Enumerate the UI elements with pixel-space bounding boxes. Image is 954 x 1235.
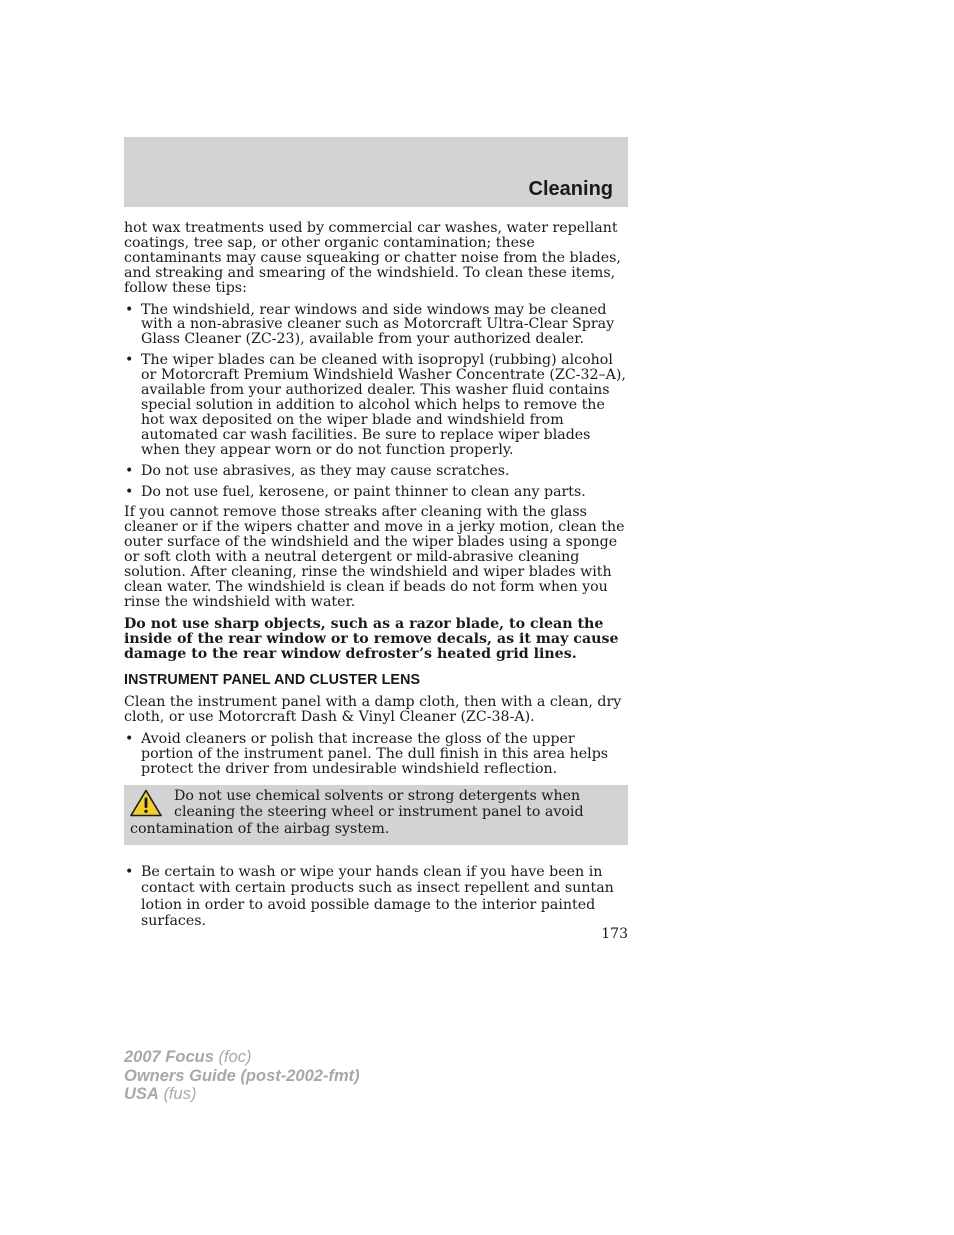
footer-document-info <box>124 1048 360 1104</box>
instrument-panel-paragraph: Clean the instrument panel with a damp cloth, then with a clean, dry cloth, or use Motorcraft Dash & Vinyl Cleaner (ZC-38-A). <box>124 694 622 726</box>
warning-triangle-icon <box>130 789 162 817</box>
footer-line-market: USA (fus) <box>124 1085 197 1103</box>
list-item: • Do not use abrasives, as they may cause scratches. <box>125 462 510 479</box>
footer-line-guide: Owners Guide (post-2002-fmt) <box>124 1066 360 1085</box>
cleaning-tips-list <box>124 303 628 500</box>
list-item: • Be certain to wash or wipe your hands clean if you have been in contact with certain products such as insect repellent and suntan lotion in order to avoid possible damage to the interior painted surfaces. <box>125 864 614 929</box>
hands-clean-list <box>124 864 628 929</box>
chapter-title: Cleaning <box>528 178 613 200</box>
list-item: • Avoid cleaners or polish that increase the gloss of the upper portion of the instrument panel. The dull finish in this area helps protect the driver from undesirable windshield reflection. <box>125 731 609 777</box>
intro-paragraph: hot wax treatments used by commercial car washes, water repellant coatings, tree sap, or other organic contamination; these contaminants may cause squeaking or chatter noise from the blades, and streaking and smearing of the windshield. To clean these items, follow these tips: <box>124 220 621 296</box>
chapter-header-band <box>124 137 628 207</box>
rear-window-warning: Do not use sharp objects, such as a razor blade, to clean the inside of the rear window or to remove decals, as it may cause damage to the rear window defroster’s heated grid lines. <box>124 615 619 662</box>
bullet-symbol: • <box>125 864 134 881</box>
bullet-symbol: • <box>125 483 134 500</box>
airbag-warning-box <box>124 785 628 845</box>
airbag-warning-text: Do not use chemical solvents or strong detergents when cleaning the steering wheel or instrument panel to avoid contamination of the airbag system. <box>130 787 584 837</box>
list-item: • The windshield, rear windows and side windows may be cleaned with a non-abrasive cleaner such as Motorcraft Ultra-Clear Spray Glass Cleaner (ZC-23), available from your authorized dealer. <box>125 301 615 348</box>
page-content <box>124 221 628 935</box>
streaks-paragraph: If you cannot remove those streaks after cleaning with the glass cleaner or if the wipers chatter and move in a jerky motion, clean the outer surface of the windshield and the wiper blades using a sponge or soft cloth with a neutral detergent or mild-abrasive cleaning solution. After cleaning, rinse the windshield and wiper blades with clean water. The windshield is clean if beads do not form when you rinse the windshield with water. <box>124 504 625 610</box>
bullet-symbol: • <box>125 352 134 369</box>
bullet-symbol: • <box>125 731 134 748</box>
instrument-panel-list <box>124 732 628 777</box>
footer-line-model: 2007 Focus (foc) <box>124 1048 252 1066</box>
list-item: • Do not use fuel, kerosene, or paint thinner to clean any parts. <box>125 483 586 500</box>
bullet-symbol: • <box>125 301 134 318</box>
bullet-symbol: • <box>125 462 134 479</box>
section-heading: INSTRUMENT PANEL AND CLUSTER LENS <box>124 672 421 689</box>
page-number: 173 <box>601 926 628 942</box>
list-item: • The wiper blades can be cleaned with isopropyl (rubbing) alcohol or Motorcraft Premium Windshield Washer Concentrate (ZC-32–A), available from your authorized dealer. This washer fluid contains special solution in addition to alcohol which helps to remove the hot wax deposited on the wiper blade and windshield from automated car wash facilities. Be sure to replace wiper blades when they appear worn or do not function properly. <box>125 352 626 458</box>
